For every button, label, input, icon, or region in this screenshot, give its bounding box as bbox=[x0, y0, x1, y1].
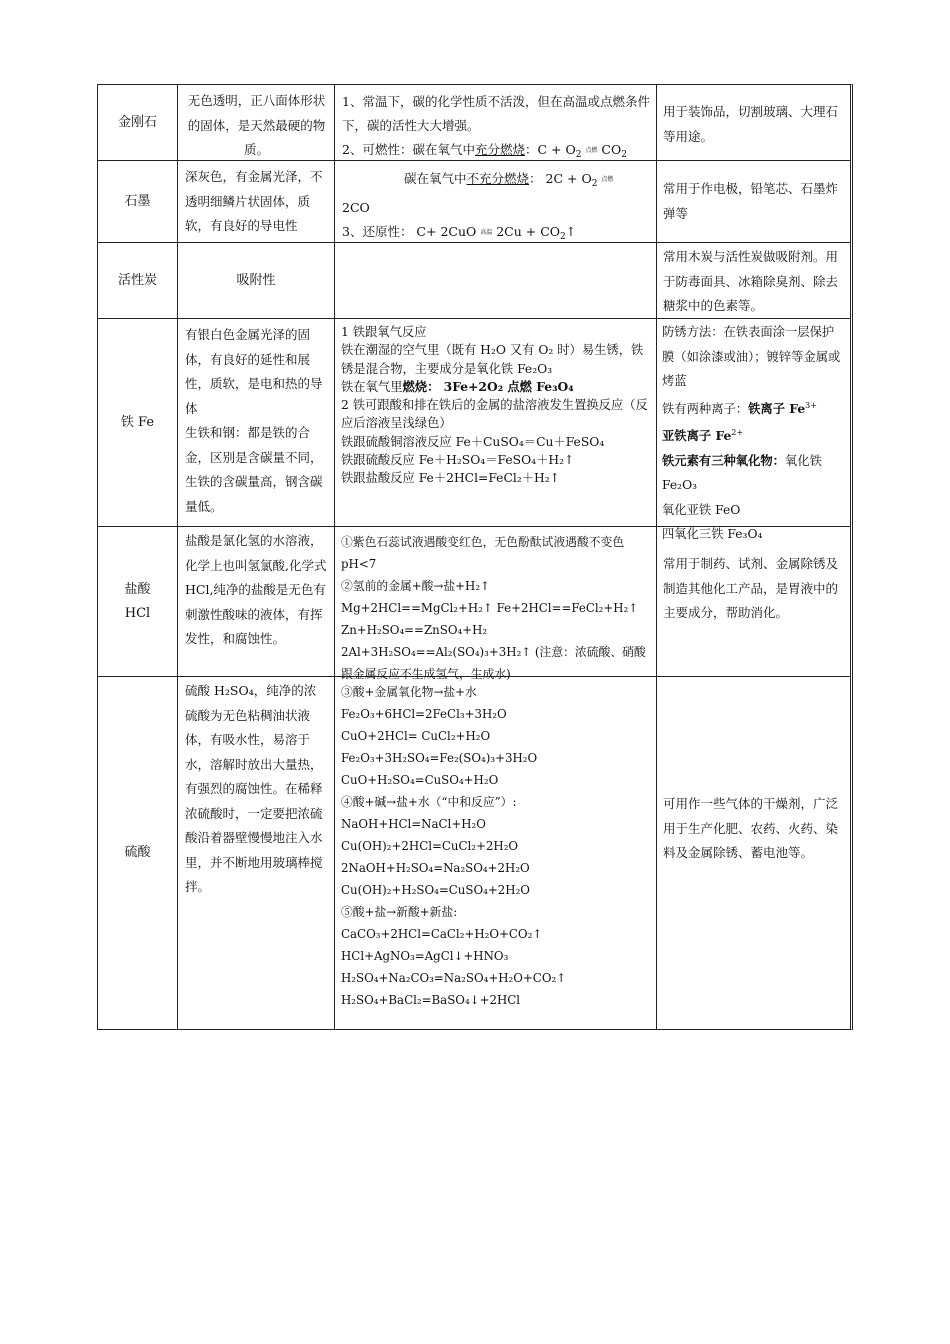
h2so4-chemistry: ③酸+金属氧化物→盐+水 Fe₂O₃+6HCl=2FeCl₃+3H₂O CuO+2HCl= CuCl₂+H₂O Fe₂O₃+3H₂SO₄=Fe₂(SO₄)₃+3H₂O CuO+H₂SO₄=CuSO₄+H₂O ④酸+碱→盐+水（“中和反应”）: NaOH+HCl=NaCl+H₂O Cu(OH)₂+2HCl=CuCl₂+2H₂O 2NaOH+H₂SO₄=Na₂SO₄+2H₂O Cu(OH)₂+H₂SO₄=CuSO₄+2H₂O ⑤酸+盐→新酸+新盐: CaCO₃+2HCl=CaCl₂+H₂O+CO₂↑ HCl+AgNO₃=AgCl↓+HNO₃ H₂SO₄+Na₂CO₃=Na₂SO₄+H₂O+CO₂↑ H₂SO₄+BaCl₂=BaSO₄↓+2HCl bbox=[341, 685, 567, 1007]
condition-mark: 点燃 bbox=[585, 147, 598, 154]
physical-properties: 有银白色金属光泽的固体，有良好的延性和展性，质软，是电和热的导体 生铁和钢：都是铁的合金，区别是含碳量不同，生铁的含碳量高，钢含碳量低。 bbox=[185, 327, 323, 514]
combustion-partial-product: 2CO bbox=[342, 200, 370, 215]
carbon-chemistry-cell bbox=[335, 85, 657, 319]
table-row-iron bbox=[98, 319, 850, 541]
chemistry-table bbox=[97, 84, 853, 1030]
uses: 常用于作电极，铅笔芯、石墨炸弹等 bbox=[663, 181, 839, 221]
iron-chemistry: 1 铁跟氧气反应 铁在潮湿的空气里（既有 H₂O 又有 O₂ 时）易生锈，铁锈是混合物，主要成分是氧化铁 Fe₂O₃ 铁在氧气里燃烧： 3Fe+2O₂ 点燃 Fe₃O₄ 2 铁可跟酸和排在铁后的金属的盐溶液发生置换反应（反应后溶液呈浅绿色） 铁跟硫酸铜溶液反应 Fe＋CuSO₄＝Cu＋FeSO₄ 铁跟硫酸反应 Fe＋H₂SO₄＝FeSO₄＋H₂↑ 铁跟盐酸反应 Fe＋2HCl=FeCl₂＋H₂↑ bbox=[341, 325, 648, 486]
combustion-full: 2、可燃性：碳在氧气中充分燃烧：$C + O_2$ 点燃 $CO_2$ bbox=[342, 142, 627, 160]
substance-name: 铁 Fe bbox=[98, 319, 178, 526]
condition-mark: 高温 bbox=[480, 229, 493, 236]
hcl-chemistry: ①紫色石蕊试液遇酸变红色，无色酚酞试液遇酸不变色 pH<7 ②氢前的金属+酸→盐+H₂↑ Mg+2HCl==MgCl₂+H₂↑ Fe+2HCl==FeCl₂+H₂↑ Zn+H₂SO₄==ZnSO₄+H₂ 2Al+3H₂SO₄==Al₂(SO₄)₃+3H₂↑ (注意：浓硫酸、硝酸跟金属反应不生成氢气，生成水) bbox=[341, 535, 646, 681]
substance-name: 活性炭 bbox=[98, 243, 178, 318]
combustion-partial: 碳在氧气中不充分燃烧： $2C + O_2$ 点燃 bbox=[404, 171, 614, 189]
physical-properties: 硫酸 H₂SO₄，纯净的浓硫酸为无色粘稠油状液体，有吸水性，易溶于水，溶解时放出大量热，有强烈的腐蚀性。在稀释浓硫酸时，一定要把浓硫酸沿着器壁慢慢地注入水里，并不断地用玻璃棒搅拌。 bbox=[185, 683, 323, 894]
table-row-h2so4 bbox=[98, 677, 850, 1029]
substance-name: 硫酸 bbox=[98, 677, 178, 1029]
physical-properties: 深灰色，有金属光泽，不透明细鳞片状固体，质软，有良好的导电性 bbox=[185, 169, 323, 233]
reducing-property: 3、还原性： C+ 2CuO 高温 $2Cu + CO_2↑$ bbox=[342, 224, 577, 242]
physical-properties: 吸附性 bbox=[178, 243, 335, 318]
substance-name: 金刚石 bbox=[98, 85, 178, 160]
table-row-hcl bbox=[98, 527, 850, 681]
uses: 防锈方法：在铁表面涂一层保护膜（如涂漆或油）；镀锌等金属或烤蓝 铁有两种离子：铁离子 $Fe^{3+}$ 亚铁离子 $Fe^{2+}$ 铁元素有三种氧化物：氧化铁 Fe₂O₃ 氧化亚铁 FeO 四氧化三铁 Fe₃O₄ bbox=[662, 325, 841, 541]
condition-mark: 点燃 bbox=[601, 176, 614, 183]
carbon-stability-text: 1、常温下，碳的化学性质不活泼，但在高温或点燃条件下，碳的活性大大增强。 bbox=[342, 94, 650, 133]
uses: 用于装饰品，切割玻璃、大理石等用途。 bbox=[663, 104, 839, 144]
physical-properties: 无色透明，正八面体形状的固体，是天然最硬的物质。 bbox=[187, 93, 326, 157]
uses: 可用作一些气体的干燥剂，广泛用于生产化肥、农药、火药、染料及金属除锈、蓄电池等。 bbox=[663, 796, 839, 860]
physical-properties: 盐酸是氯化氢的水溶液，化学上也叫氢氯酸,化学式HCl,纯净的盐酸是无色有刺激性酸味的液体，有挥发性，和腐蚀性。 bbox=[185, 533, 327, 646]
substance-name: 盐酸 HCl bbox=[98, 527, 178, 676]
uses: 常用于制药、试剂、金属除锈及制造其他化工产品，是胃液中的主要成分，帮助消化。 bbox=[663, 556, 839, 620]
substance-name: 石墨 bbox=[98, 161, 178, 242]
uses: 常用木炭与活性炭做吸附剂。用于防毒面具、冰箱除臭剂、除去糖浆中的色素等。 bbox=[663, 249, 839, 313]
